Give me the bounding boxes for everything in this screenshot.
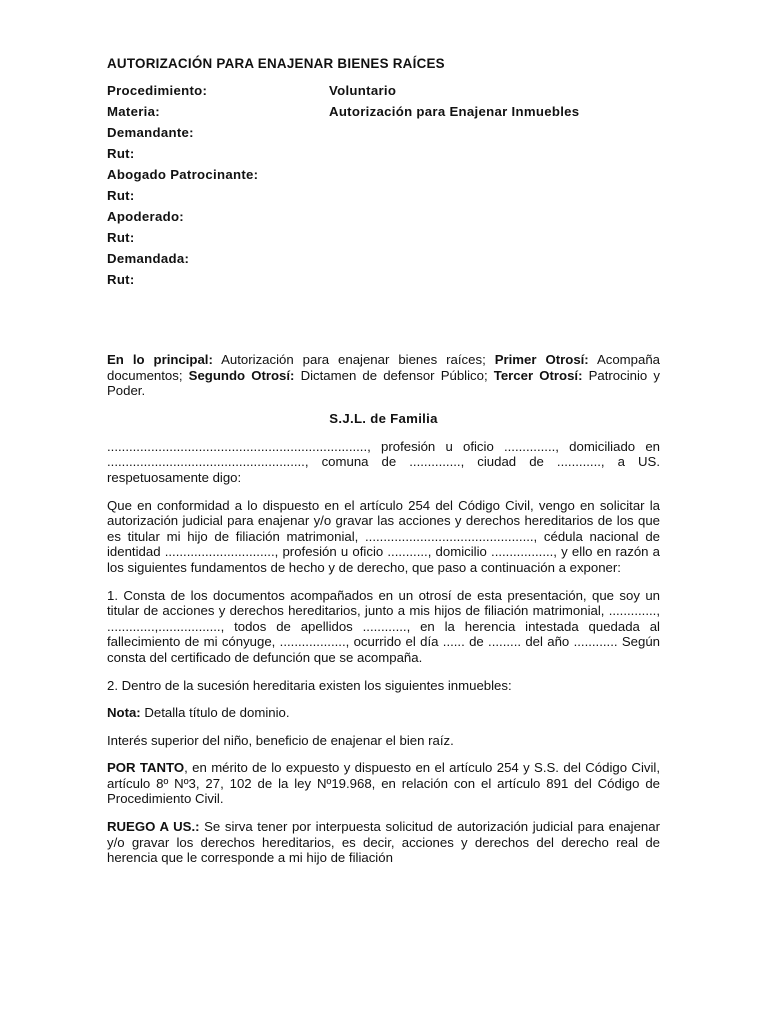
meta-label: Rut: — [107, 230, 135, 245]
meta-row — [107, 80, 660, 101]
meta-value — [329, 269, 660, 290]
meta-value — [329, 227, 660, 248]
summary-second-label: Segundo Otrosí: — [188, 367, 295, 383]
meta-label: Apoderado: — [107, 209, 184, 224]
point-2-paragraph: 2. Dentro de la sucesión hereditaria existen los siguientes inmuebles: — [107, 677, 512, 693]
summary-main-text: Autorización para enajenar bienes raíces; — [212, 352, 495, 367]
document-content — [107, 54, 660, 878]
meta-row — [107, 122, 660, 143]
ruego-label: RUEGO A US.: — [107, 819, 200, 835]
meta-value — [329, 164, 660, 185]
meta-label: Procedimiento: — [107, 83, 208, 98]
meta-value — [329, 185, 660, 206]
meta-row — [107, 248, 660, 269]
meta-row — [107, 101, 660, 122]
meta-label: Rut: — [107, 188, 135, 203]
ruego-text: Se sirva tener por interpuesta solicitud de autorización judicial para enajenar y/o gravar los derechos hereditarios, es decir, acciones y derechos del derecho real de herencia que le corresponde a mi hijo de filiación — [107, 819, 660, 866]
blank-space — [107, 290, 660, 352]
meta-value: Voluntario — [329, 83, 397, 98]
meta-row — [107, 269, 660, 290]
summary-first-label: Primer Otrosí: — [494, 352, 589, 367]
meta-value: Autorización para Enajenar Inmuebles — [329, 104, 580, 119]
nota-label: Nota: — [107, 705, 141, 721]
meta-value — [329, 248, 660, 269]
portanto-label: POR TANTO — [107, 760, 185, 776]
summary-paragraph — [107, 352, 660, 399]
meta-row — [107, 206, 660, 227]
meta-row — [107, 227, 660, 248]
nota-text: Detalla título de dominio. — [140, 705, 290, 721]
meta-label: Rut: — [107, 272, 135, 287]
point-1-paragraph: 1. Consta de los documentos acompañados en un otrosí de esta presentación, que soy un titular de acciones y derechos hereditarios, junto a mis hijos de filiación matrimonial, ............., .............,................., todos de apellidos ............, en la herencia intestada quedada al fallecimiento de mi cónyuge, .................., ocurrido el día ...... de ......... del año ............ Según consta del certificado de defunción que se acompaña. — [107, 587, 660, 665]
summary-first-text: Acompaña documentos; — [107, 352, 660, 383]
case-metadata — [107, 80, 660, 290]
meta-value — [329, 122, 660, 143]
ruego-paragraph — [107, 819, 660, 866]
meta-row — [107, 185, 660, 206]
summary-third-label: Tercer Otrosí: — [493, 367, 583, 383]
conformidad-paragraph: Que en conformidad a lo dispuesto en el artículo 254 del Código Civil, vengo en solicitar la autorización judicial para enajenar y/o gravar las acciones y derechos hereditarios de los que es titular mi hijo de filiación matrimonial, .............................................., cédula nacional de identidad .............................., profesión u oficio ..........., domicilio ................., y ello en razón a los siguientes fundamentos de hecho y de derecho, que paso a continuación a exponer: — [107, 497, 660, 575]
interes-paragraph: Interés superior del niño, beneficio de enajenar el bien raíz. — [107, 732, 454, 748]
court-heading: S.J.L. de Familia — [329, 410, 438, 426]
meta-label: Materia: — [107, 104, 160, 119]
meta-value — [329, 206, 660, 227]
meta-label: Demandante: — [107, 125, 194, 140]
meta-label: Rut: — [107, 146, 135, 161]
portanto-text: , en mérito de lo expuesto y dispuesto en el artículo 254 y S.S. del Código Civil, artículo 8º Nº3, 27, 102 de la ley Nº19.968, en relación con el artículo 891 del Código de Procedimiento Civil. — [107, 760, 660, 807]
summary-second-text: Dictamen de defensor Público; — [294, 367, 494, 383]
nota-paragraph — [107, 705, 660, 721]
meta-row — [107, 143, 660, 164]
summary-third-text: Patrocinio y Poder. — [107, 367, 660, 399]
summary-main-label: En lo principal: — [107, 352, 213, 367]
meta-label: Demandada: — [107, 251, 190, 266]
portanto-paragraph — [107, 760, 660, 807]
meta-row — [107, 164, 660, 185]
meta-value — [329, 143, 660, 164]
document-title: AUTORIZACIÓN PARA ENAJENAR BIENES RAÍCES — [107, 56, 445, 71]
intro-paragraph: ......................................................................., profesión u oficio .............., domiciliado en ......................................................, comuna de .............., ciudad de ............, a US. respetuosamente digo: — [107, 438, 660, 485]
meta-label: Abogado Patrocinante: — [107, 167, 259, 182]
